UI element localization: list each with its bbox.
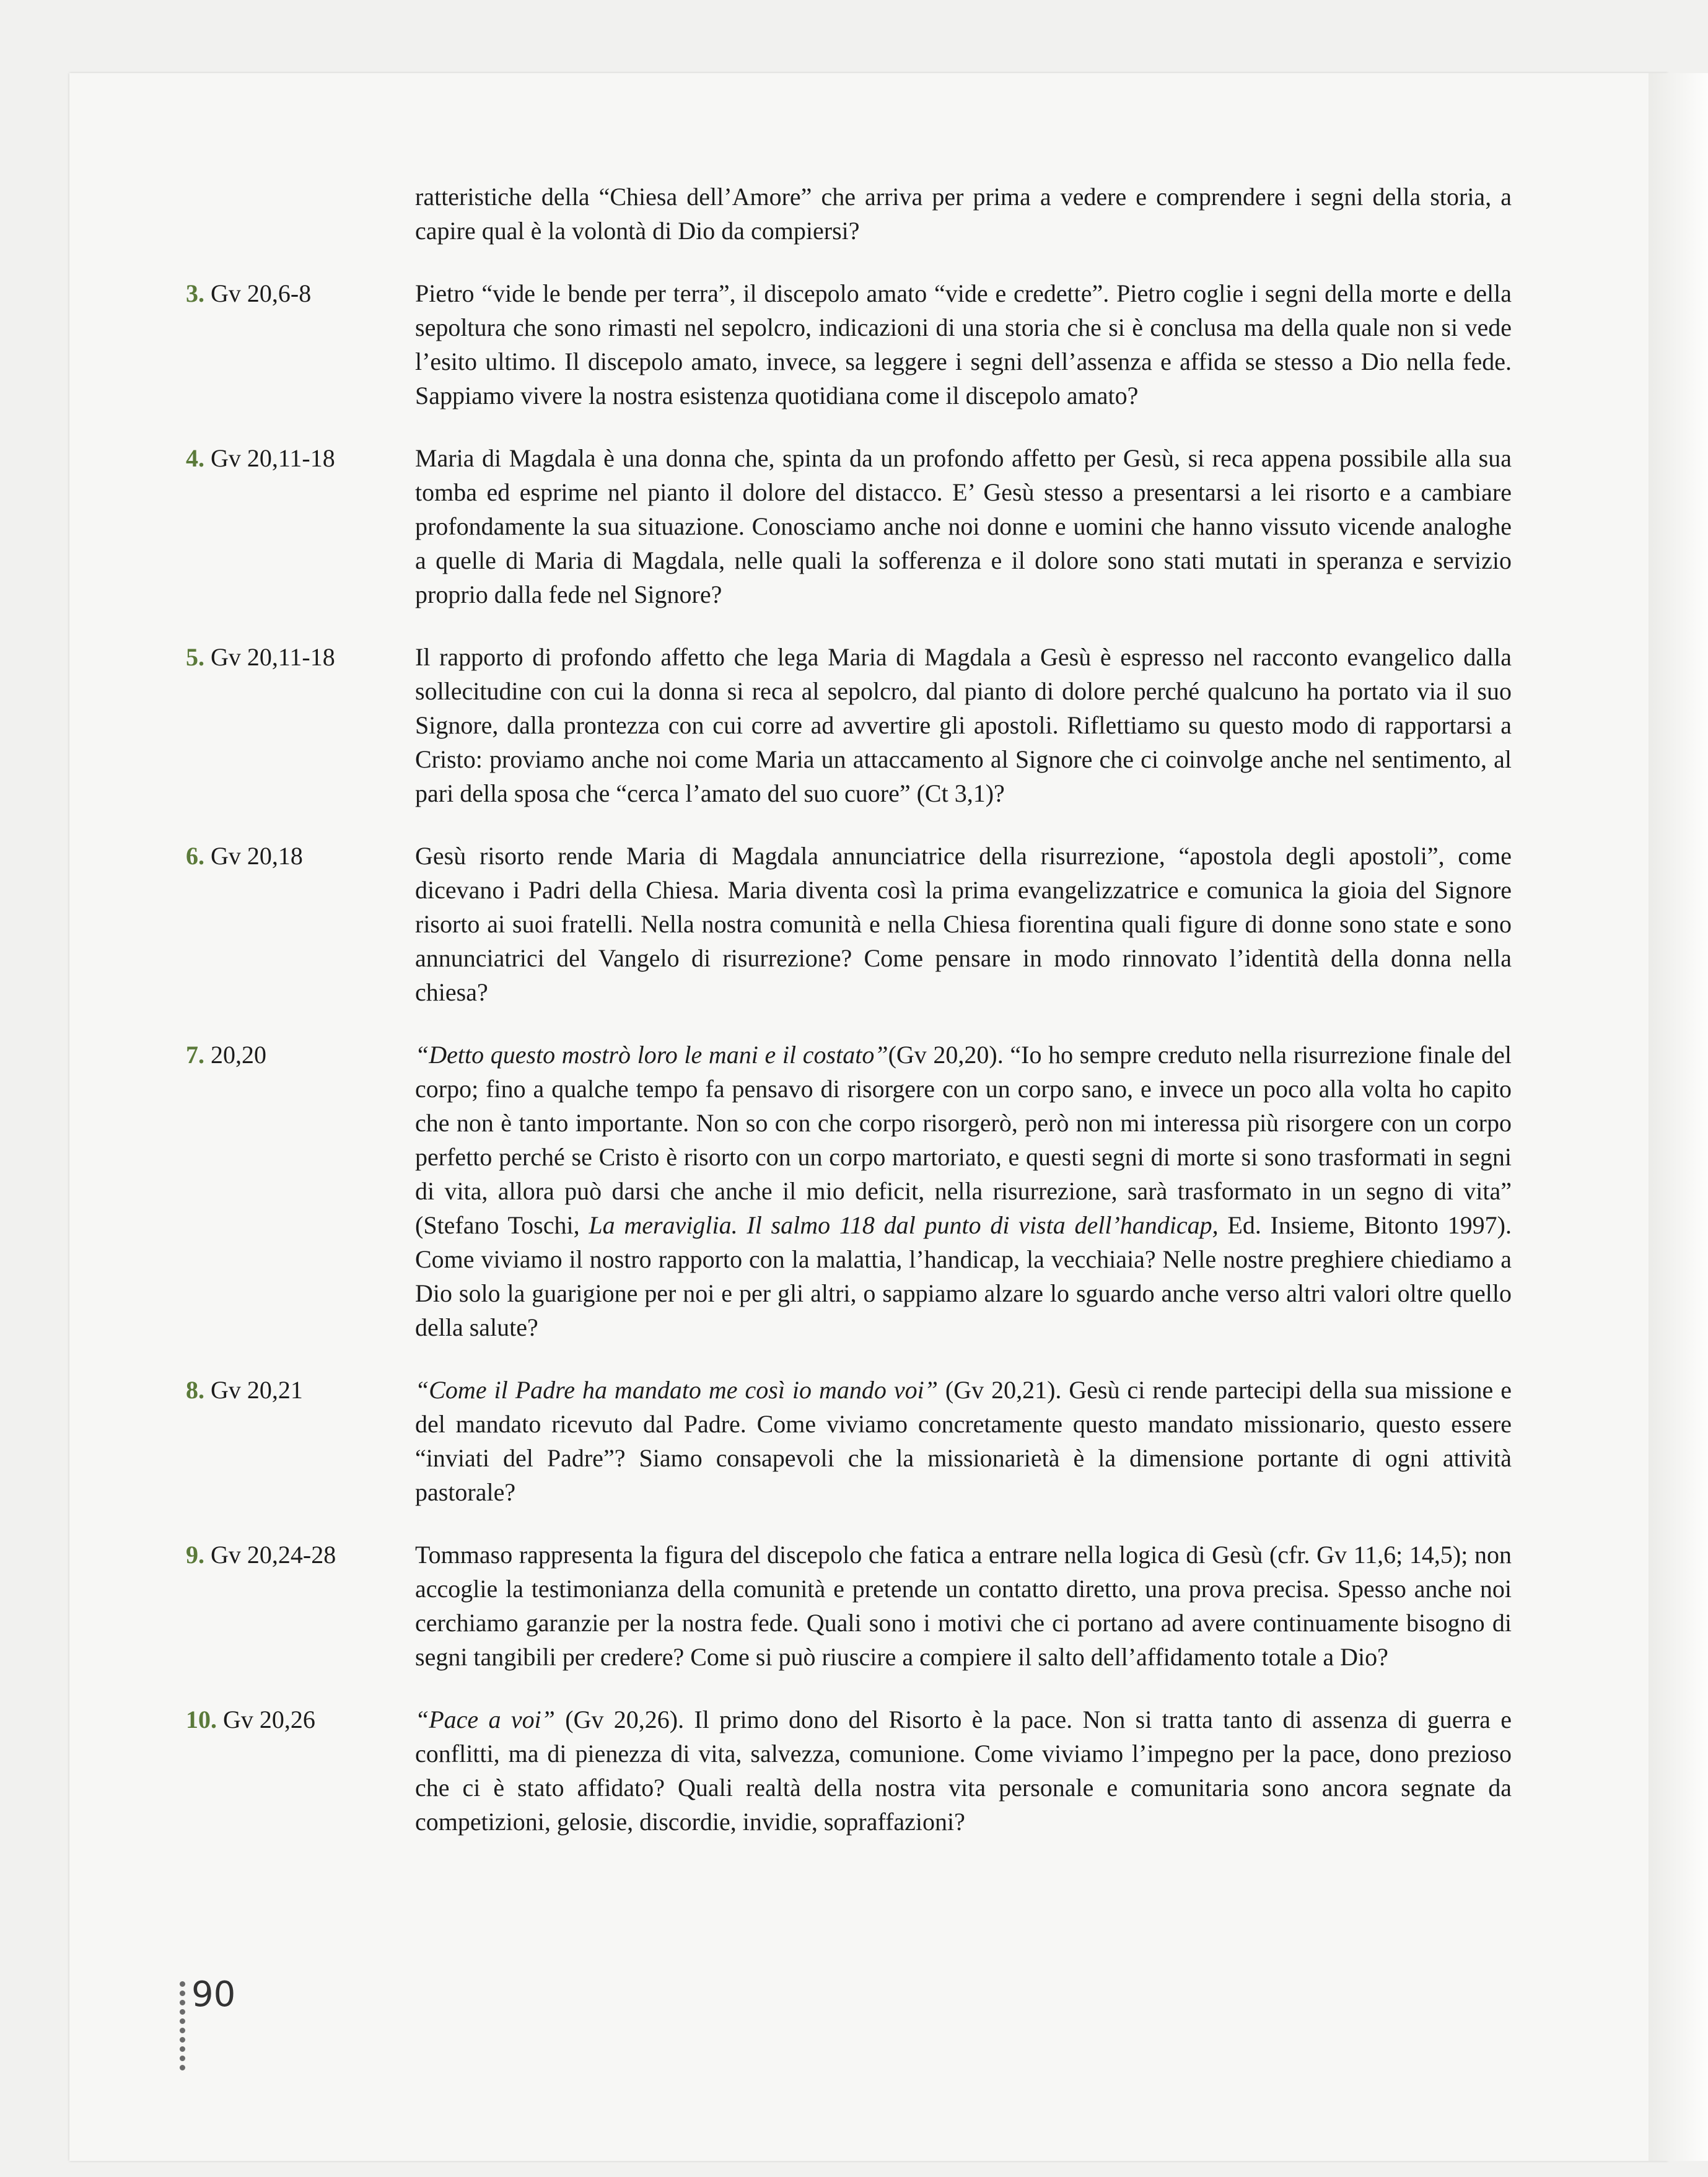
item-text: Maria di Magdala è una donna che, spinta da un profondo affetto per Gesù, si reca appena possibile alla sua tomba ed esprime nel pianto il dolore del distacco. E’ Gesù stesso a presentarsi a lei risorto e a cambiare profondamente la sua situazione. Conosciamo anche noi donne e uomini che hanno vissuto vicende analoghe a quelle di Maria di Magdala, nelle quali la sofferenza e il dolore sono stati mutati in speranza e servizio proprio dalla fede nel Signore? [415,444,1512,608]
item-body: (Gv 20,20). “Io ho sempre creduto nella risurrezione finale del corpo; fino a qualche tempo fa pensavo di risorgere con un corpo sano, e invece un poco alla volta ho capito che non è tanto importante. Non so con che corpo risorgerò, però non mi interessa più risorgere con un corpo perfetto perché se Cristo è risorto con un corpo martoriato, e questi segni di morte si sono trasformati in segni di vita, allora può darsi che anche il mio deficit, nella risurrezione, sarà trasformato in un segno di vita” (Stefano Toschi, [415,1041,1512,1239]
item-reference [186,1038,266,1072]
item-number: 10. [186,1706,217,1733]
item-quote: “Pace a voi” [415,1706,555,1733]
item-reference [186,1702,315,1737]
book-title: La meraviglia. Il salmo 118 dal punto di vista dell’handicap, [589,1211,1219,1239]
item-number: 8. [186,1376,204,1404]
item-body: (Gv 20,21). Gesù ci rende partecipi della sua missione e del mandato ricevuto dal Padre. Come viviamo concretamente questo mandato missionario, questo essere “inviati del Padre”? Siamo consapevoli che la missionarietà è la dimensione portante di ogni attività pastorale? [415,1376,1512,1506]
reflection-list [186,180,1512,1839]
bible-ref: Gv 20,11-18 [211,444,335,472]
list-item-6 [186,839,1512,1009]
bible-ref: Gv 20,21 [211,1376,303,1404]
item-body: (Gv 20,26). Il primo dono del Risorto è la pace. Non si tratta tanto di assenza di guerra e conflitti, ma di pienezza di vita, salvezza, comunione. Come viviamo l’impegno per la pace, dono prezioso che ci è stato affidato? Quali realtà della nostra vita personale e comunitaria sono ancora segnate da competizioni, gelosie, discordie, invidie, sopraffazioni? [415,1706,1512,1836]
item-reference [186,276,311,310]
item-number: 9. [186,1541,204,1569]
item-reference [186,839,303,873]
item-number: 6. [186,842,204,870]
item-reference [186,640,335,674]
item-reference [186,441,335,475]
item-text: Tommaso rappresenta la figura del discepolo che fatica a entrare nella logica di Gesù (cfr. Gv 11,6; 14,5); non accoglie la testimonianza della comunità e pretende un contatto diretto, una prova precisa. Spesso anche noi cerchiamo garanzie per la nostra fede. Quali sono i motivi che ci portano ad avere continuamente bisogno di segni tangibili per credere? Come si può riuscire a compiere il salto dell’affidamento totale a Dio? [415,1541,1512,1671]
list-item-5 [186,640,1512,810]
list-item-8 [186,1373,1512,1509]
bible-ref: Gv 20,26 [223,1706,315,1733]
page-number: 90 [191,1974,236,2015]
item-reference [186,1538,336,1572]
item-number: 3. [186,279,204,307]
item-text: Il rapporto di profondo affetto che lega Maria di Magdala a Gesù è espresso nel racconto evangelico dalla sollecitudine con cui la donna si reca al sepolcro, dal pianto di dolore perché qualcuno ha portato via il suo Signore, dalla prontezza con cui corre ad avvertire gli apostoli. Riflettiamo su questo modo di rapportarsi a Cristo: proviamo anche noi come Maria un attaccamento al Signore che ci coinvolge anche nel sentimento, al pari della sposa che “cerca l’amato del suo cuore” (Ct 3,1)? [415,643,1512,807]
item-body-continued: Ed. Insieme, Bitonto 1997). Come viviamo il nostro rapporto con la malattia, l’handicap, la vecchiaia? Nelle nostre preghiere chiediamo a Dio solo la guarigione per noi e per gli altri, o sappiamo alzare lo sguardo anche verso altri valori oltre quello della salute? [415,1211,1512,1341]
list-item-10 [186,1702,1512,1839]
item-number: 7. [186,1041,204,1069]
item-quote: “Detto questo mostrò loro le mani e il costato” [415,1041,888,1069]
bible-ref: Gv 20,18 [211,842,303,870]
item-text [415,1702,1512,1839]
bible-ref: Gv 20,11-18 [211,643,335,671]
item-text [415,1373,1512,1509]
bible-ref: Gv 20,6-8 [211,279,312,307]
page-edge-shadow [1649,73,1708,2161]
item-text [415,1038,1512,1344]
item-number: 4. [186,444,204,472]
list-item-3 [186,276,1512,413]
page-footer [180,1976,235,2070]
intro-paragraph: ratteristiche della “Chiesa dell’Amore” che arriva per prima a vedere e comprendere i segni della storia, a capire qual è la volontà di Dio da compiersi? [415,183,1512,245]
bible-ref: Gv 20,24-28 [211,1541,336,1569]
bible-ref: 20,20 [211,1041,266,1069]
list-item-7 [186,1038,1512,1344]
list-item-4 [186,441,1512,611]
item-text: Pietro “vide le bende per terra”, il discepolo amato “vide e credette”. Pietro coglie i segni della morte e della sepoltura che sono rimasti nel sepolcro, indicazioni di una storia che si è conclusa ma della quale non si vede l’esito ultimo. Il discepolo amato, invece, sa leggere i segni dell’assenza e affida se stesso a Dio nella fede. Sappiamo vivere la nostra esistenza quotidiana come il discepolo amato? [415,279,1512,410]
item-reference [186,1373,303,1407]
list-item-9 [186,1538,1512,1674]
item-number: 5. [186,643,204,671]
dotted-ornament-icon [180,1981,185,2070]
item-quote: “Come il Padre ha mandato me così io mando voi” [415,1376,938,1404]
item-text: Gesù risorto rende Maria di Magdala annunciatrice della risurrezione, “apostola degli apostoli”, come dicevano i Padri della Chiesa. Maria diventa così la prima evangelizzatrice e comunica la gioia del Signore risorto ai suoi fratelli. Nella nostra comunità e nella Chiesa fiorentina quali figure di donne sono state e sono annunciatrici del Vangelo di risurrezione? Come pensare in modo rinnovato l’identità della donna nella chiesa? [415,842,1512,1006]
